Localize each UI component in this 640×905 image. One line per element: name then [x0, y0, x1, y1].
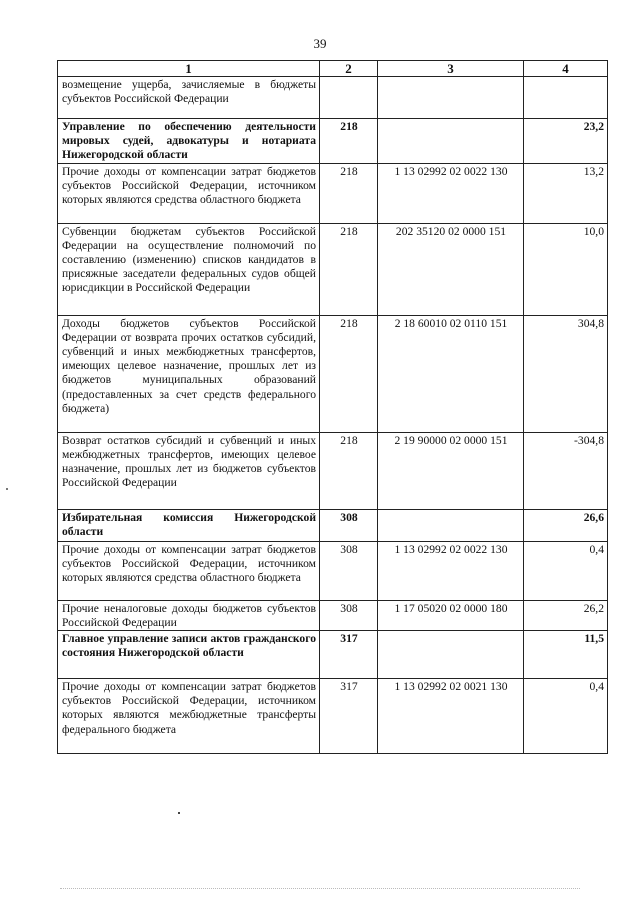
row-code-cell: 218 — [320, 163, 378, 223]
table-body — [58, 77, 608, 754]
table-row — [58, 315, 608, 432]
row-amount-cell: 10,0 — [524, 223, 608, 315]
row-kbk-cell: 1 13 02992 02 0022 130 — [378, 541, 524, 600]
table-row — [58, 432, 608, 509]
row-code-cell: 308 — [320, 541, 378, 600]
column-header-4: 4 — [524, 61, 608, 77]
column-header-2: 2 — [320, 61, 378, 77]
row-code-cell: 218 — [320, 432, 378, 509]
row-name-cell: Субвенции бюджетам субъектов Российской Федерации на осуществление полномочий по составлению (изменению) списков кандидатов в присяжные заседатели федеральных судов общей юрисдикции в Российской Федерации — [58, 223, 320, 315]
row-amount-cell: 26,2 — [524, 600, 608, 630]
scan-artifact — [6, 488, 8, 490]
table-row — [58, 679, 608, 754]
row-kbk-cell — [378, 119, 524, 164]
table-row — [58, 600, 608, 630]
column-header-1: 1 — [58, 61, 320, 77]
table-row — [58, 223, 608, 315]
row-kbk-cell: 202 35120 02 0000 151 — [378, 223, 524, 315]
revenue-table — [57, 60, 608, 754]
row-kbk-cell: 1 13 02992 02 0021 130 — [378, 679, 524, 754]
row-name-cell: Прочие доходы от компенсации затрат бюджетов субъектов Российской Федерации, источником которых являются межбюджетные трансферты федерального бюджета — [58, 679, 320, 754]
row-kbk-cell: 1 17 05020 02 0000 180 — [378, 600, 524, 630]
table-row — [58, 163, 608, 223]
scan-artifact — [60, 888, 580, 891]
page-number: 39 — [313, 36, 327, 51]
row-code-cell: 317 — [320, 631, 378, 679]
row-name-cell: Прочие доходы от компенсации затрат бюджетов субъектов Российской Федерации, источником которых являются средства областного бюджета — [58, 163, 320, 223]
group-row — [58, 119, 608, 164]
row-name-cell: Возврат остатков субсидий и субвенций и иных межбюджетных трансфертов, имеющих целевое назначение, прошлых лет из бюджетов субъектов Российской Федерации — [58, 432, 320, 509]
row-kbk-cell: 1 13 02992 02 0022 130 — [378, 163, 524, 223]
group-row — [58, 631, 608, 679]
row-code-cell: 317 — [320, 679, 378, 754]
scan-artifact — [178, 812, 180, 814]
row-name-cell: Управление по обеспечению деятельности мировых судей, адвокатуры и нотариата Нижегородской области — [58, 119, 320, 164]
row-name-cell: Прочие доходы от компенсации затрат бюджетов субъектов Российской Федерации, источником которых являются средства областного бюджета — [58, 541, 320, 600]
row-amount-cell: 13,2 — [524, 163, 608, 223]
group-row — [58, 509, 608, 541]
row-name-cell: Избирательная комиссия Нижегородской области — [58, 509, 320, 541]
row-code-cell: 218 — [320, 119, 378, 164]
row-amount-cell — [524, 77, 608, 119]
row-code-cell — [320, 77, 378, 119]
row-code-cell: 218 — [320, 223, 378, 315]
table-row — [58, 541, 608, 600]
row-name-cell: Главное управление записи актов гражданского состояния Нижегородской области — [58, 631, 320, 679]
row-code-cell: 308 — [320, 509, 378, 541]
row-name-cell: Прочие неналоговые доходы бюджетов субъектов Российской Федерации — [58, 600, 320, 630]
column-header-3: 3 — [378, 61, 524, 77]
row-amount-cell: 23,2 — [524, 119, 608, 164]
table-header-row — [58, 61, 608, 77]
row-amount-cell: 0,4 — [524, 541, 608, 600]
row-kbk-cell: 2 19 90000 02 0000 151 — [378, 432, 524, 509]
table-row — [58, 77, 608, 119]
row-kbk-cell: 2 18 60010 02 0110 151 — [378, 315, 524, 432]
row-amount-cell: 26,6 — [524, 509, 608, 541]
row-amount-cell: 11,5 — [524, 631, 608, 679]
row-name-cell: возмещение ущерба, зачисляемые в бюджеты субъектов Российской Федерации — [58, 77, 320, 119]
row-amount-cell: 304,8 — [524, 315, 608, 432]
row-code-cell: 218 — [320, 315, 378, 432]
row-kbk-cell — [378, 77, 524, 119]
row-kbk-cell — [378, 509, 524, 541]
row-kbk-cell — [378, 631, 524, 679]
row-code-cell: 308 — [320, 600, 378, 630]
row-amount-cell: -304,8 — [524, 432, 608, 509]
row-amount-cell: 0,4 — [524, 679, 608, 754]
row-name-cell: Доходы бюджетов субъектов Российской Федерации от возврата прочих остатков субсидий, субвенций и иных межбюджетных трансфертов, имеющих целевое назначение, прошлых лет из бюджетов муниципальных образований (предоставленных за счет средств федерального бюджета) — [58, 315, 320, 432]
